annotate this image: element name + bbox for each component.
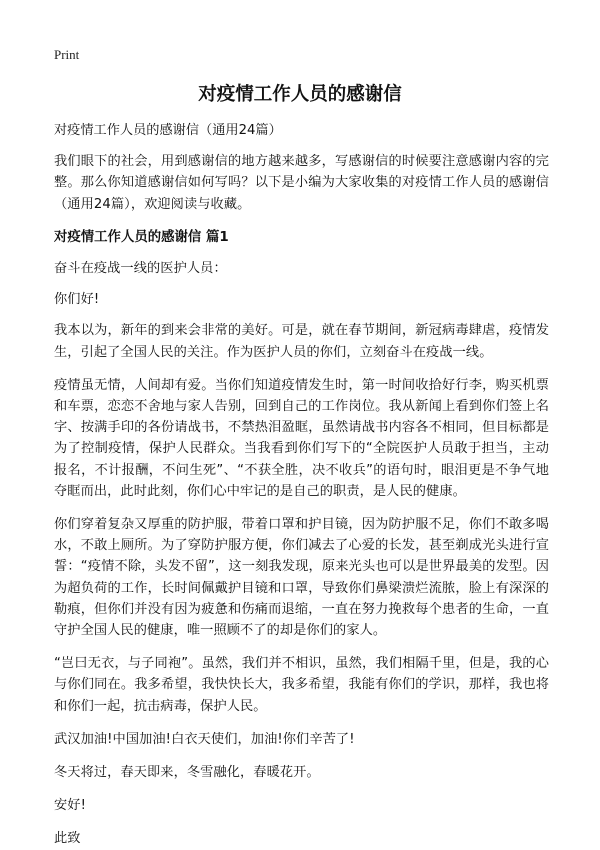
print-label[interactable]: Print: [54, 47, 80, 62]
document-subtitle: 对疫情工作人员的感谢信（通用24篇）: [54, 123, 282, 138]
intro-paragraph: 我们眼下的社会，用到感谢信的地方越来越多，写感谢信的时候要注意感谢内容的完整。那么你知道感谢信如何写吗？以下是小编为大家收集的对疫情工作人员的感谢信（通用24篇），欢迎阅读与收藏。: [54, 154, 549, 212]
body-paragraph: 我本以为，新年的到来会非常的美好。可是，就在春节期间，新冠病毒肆虐，疫情发生，引起了全国人民的关注。作为医护人员的你们，立刻奋斗在疫战一线。: [54, 323, 549, 360]
greeting: 你们好!: [54, 292, 100, 308]
salutation: 奋斗在疫战一线的医护人员：: [54, 261, 227, 277]
body-paragraph: 疫情虽无情，人间却有爱。当你们知道疫情发生时，第一时间收拾好行李，购买机票和车票，恋恋不舍地与家人告别，回到自己的工作岗位。我从新闻上看到你们签上名字、按满手印的各份请战书，不禁热泪盈眶，虽然请战书内容各不相同，但目标都是为了控制疫情，保护人民群众。当我看到你们写下的“全院医护人员敢于担当，主动报名，不计报酬，不问生死”、“不获全胜，决不收兵”的语句时，眼泪更是不争气地夺眶而出，此时此刻，你们心中牢记的是自己的职责，是人民的健康。: [54, 377, 549, 499]
section-heading: 对疫情工作人员的感谢信 篇1: [54, 229, 229, 245]
closing-wish: 安好!: [54, 798, 86, 814]
document-title: 对疫情工作人员的感谢信: [198, 84, 402, 105]
document-body: [54, 120, 549, 850]
body-paragraph: 你们穿着复杂又厚重的防护服，带着口罩和护目镜，因为防护服不足，你们不敢多喝水，不敢上厕所。为了穿防护服方便，你们减去了心爱的长发，甚至剃成光头进行宣誓：“疫情不除，头发不留”，这一刻我发现，原来光头也可以是世界最美的发型。因为超负荷的工作，长时间佩戴护目镜和口罩，导致你们鼻梁溃烂流脓，脸上有深深的勒痕，但你们并没有因为疲惫和伤痛而退缩，一直在努力挽救每个患者的生命，一直守护全国人民的健康，唯一照顾不了的却是你们的家人。: [54, 517, 549, 639]
body-paragraph: 武汉加油!中国加油!白衣天使们，加油!你们辛苦了!: [54, 731, 355, 747]
body-paragraph: 冬天将过，春天即来，冬雪融化，春暖花开。: [54, 765, 320, 781]
body-paragraph: “岂曰无衣，与子同袍”。虽然，我们并不相识，虽然，我们相隔千里，但是，我的心与你们同在。我多希望，我快快长大，我多希望，我能有你们的学识，那样，我也将和你们一起，抗击病毒，保护人民。: [54, 656, 549, 714]
closing-salute: 此致: [54, 831, 81, 847]
